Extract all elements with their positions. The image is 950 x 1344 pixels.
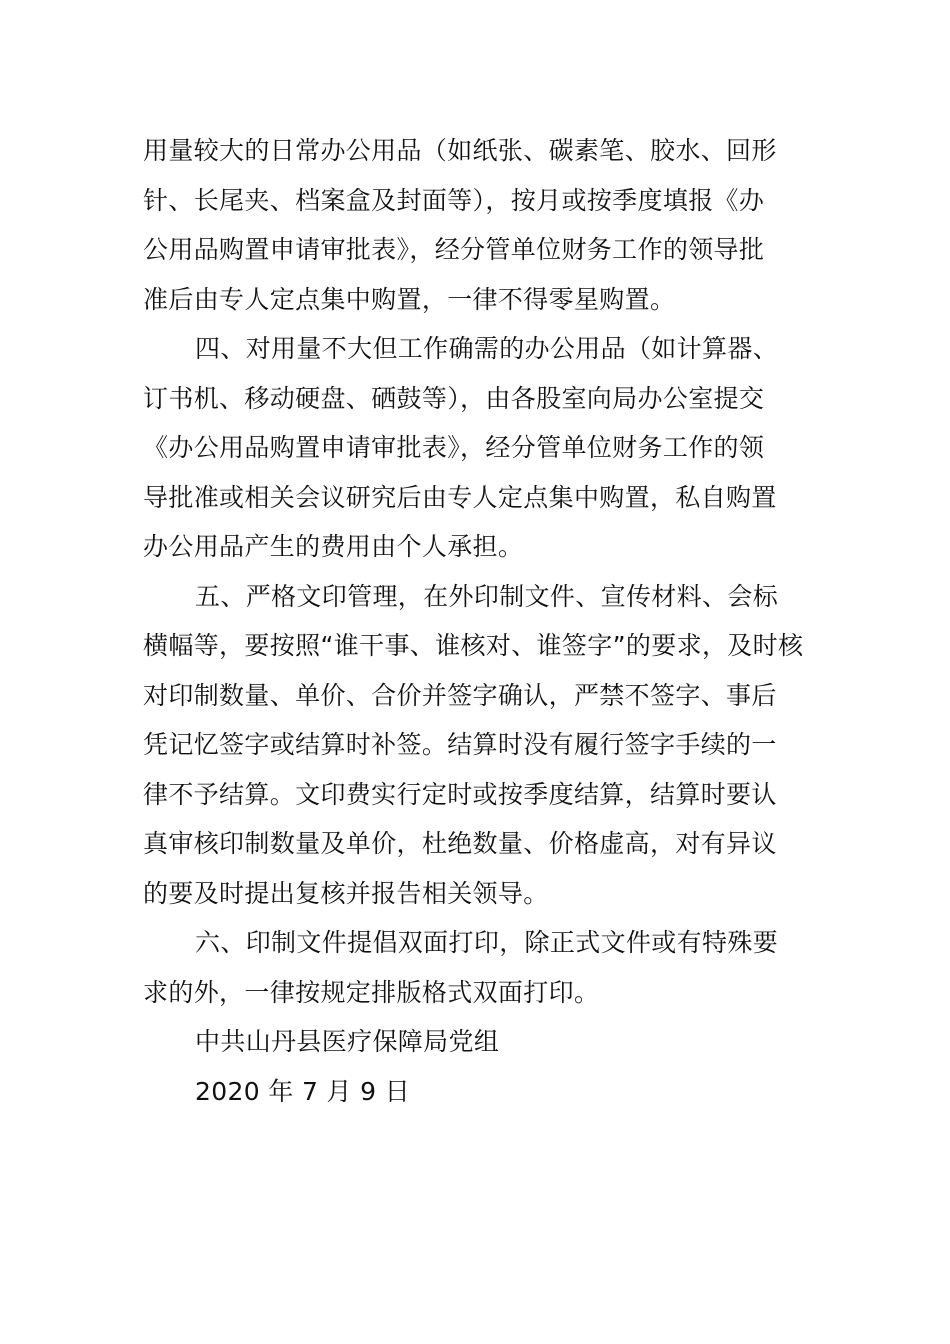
paragraph-5-line-4: 凭记忆签字或结算时补签。结算时没有履行签字手续的一	[143, 730, 777, 759]
paragraph-6-line-2: 求的外，一律按规定排版格式双面打印。	[143, 977, 600, 1007]
paragraph-5-line-5: 律不予结算。文印费实行定时或按季度结算，结算时要认	[143, 779, 777, 809]
issue-date: 2020 年 7 月 9 日	[195, 1076, 411, 1106]
paragraph-4-line-3: 《办公用品购置申请审批表》，经分管单位财务工作的领	[143, 433, 765, 462]
paragraph-3-line-2: 用量较大的日常办公用品（如纸张、碳素笔、胶水、回形	[143, 136, 777, 165]
issuer-signature: 中共山丹县医疗保障局党组	[195, 1027, 500, 1056]
paragraph-5-line-3: 对印制数量、单价、合价并签字确认，严禁不签字、事后	[143, 680, 777, 710]
paragraph-3-line-5: 准后由专人定点集中购置，一律不得零星购置。	[143, 284, 676, 314]
paragraph-4-line-1: 四、对用量不大但工作确需的办公用品（如计算器、	[195, 334, 779, 363]
paragraph-5-line-2: 横幅等，要按照“谁干事、谁核对、谁签字”的要求，及时核	[143, 631, 804, 660]
paragraph-5-line-6: 真审核印制数量及单价，杜绝数量、价格虚高，对有异议	[143, 829, 777, 858]
paragraph-3-line-4: 公用品购置申请审批表》，经分管单位财务工作的领导批	[143, 235, 765, 264]
paragraph-6-line-1: 六、印制文件提倡双面打印，除正式文件或有特殊要	[195, 928, 779, 957]
paragraph-4-line-2: 订书机、移动硬盘、硒鼓等），由各股室向局办公室提交	[143, 383, 765, 413]
document-body	[143, 126, 808, 1116]
paragraph-5-line-1: 五、严格文印管理，在外印制文件、宣传材料、会标	[195, 581, 779, 611]
paragraph-5-line-7: 的要及时提出复核并报告相关领导。	[143, 878, 549, 908]
paragraph-3-line-3: 针、长尾夹、档案盒及封面等），按月或按季度填报《办	[143, 185, 765, 215]
paragraph-4-line-4: 导批准或相关会议研究后由专人定点集中购置，私自购置	[143, 482, 777, 512]
paragraph-4-line-5: 办公用品产生的费用由个人承担。	[143, 532, 524, 561]
